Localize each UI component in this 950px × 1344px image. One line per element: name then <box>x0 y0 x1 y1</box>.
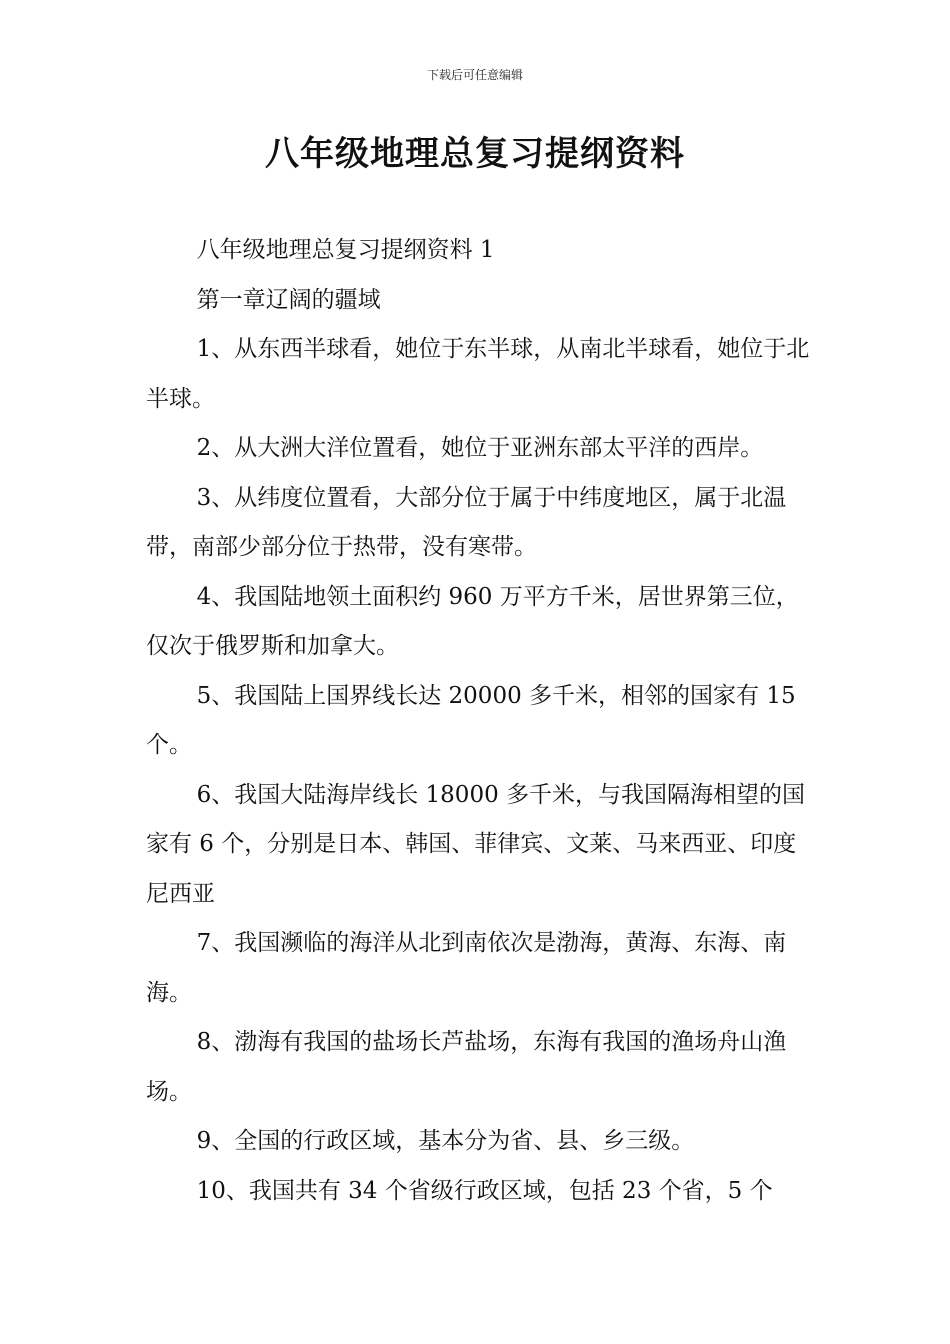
document-title: 八年级地理总复习提纲资料 <box>265 134 685 174</box>
document-body <box>146 226 810 1216</box>
paragraph: 3、从纬度位置看，大部分位于属于中纬度地区，属于北温带，南部少部分位于热带，没有寒带。 <box>146 484 787 560</box>
paragraph: 6、我国大陆海岸线长 18000 多千米，与我国隔海相望的国家有 6 个，分别是日本、韩国、菲律宾、文莱、马来西亚、印度尼西亚 <box>146 781 806 907</box>
paragraph: 4、我国陆地领土面积约 960 万平方千米，居世界第三位，仅次于俄罗斯和加拿大。 <box>146 583 799 659</box>
paragraph: 2、从大洲大洋位置看，她位于亚洲东部太平洋的西岸。 <box>196 435 764 461</box>
paragraph: 7、我国濒临的海洋从北到南依次是渤海，黄海、东海、南海。 <box>146 930 787 1006</box>
paragraph: 5、我国陆上国界线长达 20000 多千米，相邻的国家有 15 个。 <box>146 682 796 758</box>
chapter-heading: 第一章辽阔的疆域 <box>196 286 381 313</box>
paragraph: 9、全国的行政区域，基本分为省、县、乡三级。 <box>196 1128 695 1154</box>
paragraph: 1、从东西半球看，她位于东半球，从南北半球看，她位于北半球。 <box>146 336 810 412</box>
paragraph: 10、我国共有 34 个省级行政区域，包括 23 个省，5 个 <box>196 1177 773 1204</box>
section-heading: 八年级地理总复习提纲资料 1 <box>196 237 495 263</box>
header-note: 下载后可任意编辑 <box>426 68 523 82</box>
paragraph: 8、渤海有我国的盐场长芦盐场，东海有我国的渔场舟山渔场。 <box>146 1029 787 1105</box>
